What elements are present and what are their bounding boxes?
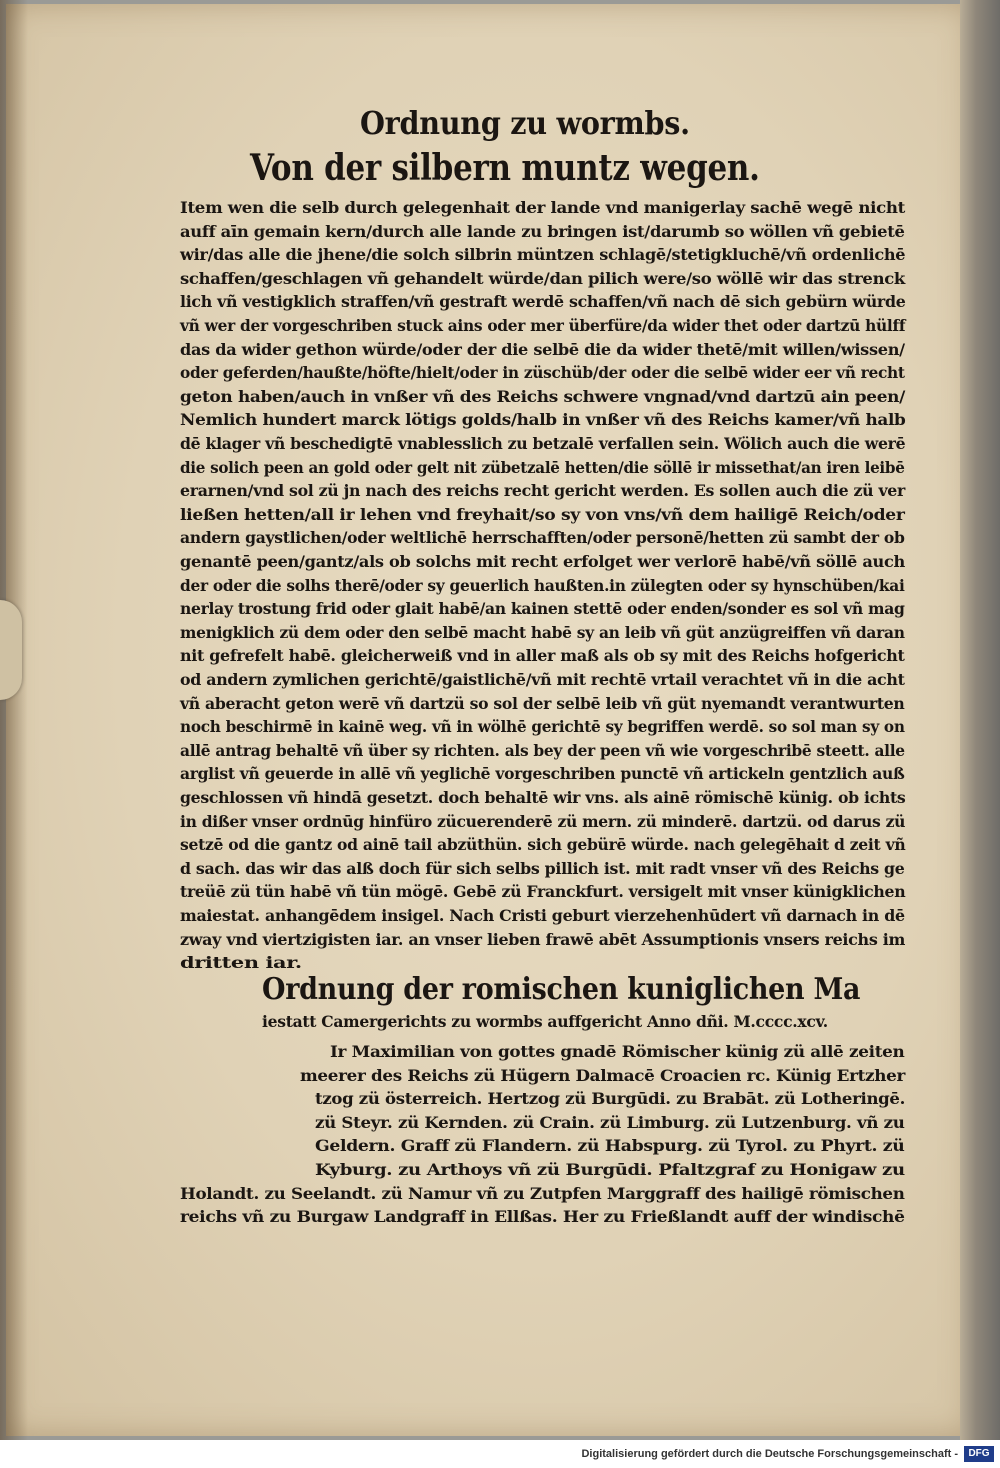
text-line: Nemlich hundert marck lötigs golds/halb in vnßer vñ des Reichs kamer/vñ halb (180, 410, 906, 430)
text-line: Ir Maximilian von gottes gnadē Römischer künig zü allē zeiten (330, 1042, 905, 1061)
text-line: die solich peen an gold oder gelt nit zübetzalē hetten/die söllē ir missethat/an iren leibē (180, 457, 905, 477)
text-line: nit gefrefelt habē. gleicherweiß vnd in aller maß als ob sy mit des Reichs hofgericht (180, 646, 905, 666)
heading-camergericht: Ordnung der romischen kuniglichen Ma (262, 972, 861, 1007)
dfg-logo: DFG (964, 1446, 994, 1462)
text-line: das da wider gethon würde/oder der die selbē die da wider thetē/mit willen/wissen/ (180, 339, 905, 359)
text-line: geton haben/auch in vnßer vñ des Reichs schwere vngnad/vnd dartzū ain peen/ (180, 386, 905, 406)
text-line: Kyburg. zu Arthoys vñ zü Burgūdi. Pfaltzgraf zu Honigaw zu (315, 1160, 905, 1179)
text-line: allē antrag behaltē vñ über sy richten. als bey der peen vñ wie vorgeschribē steett. alle (180, 740, 905, 760)
text-line: menigklich zü dem oder den selbē macht habē sy an leib vñ güt anzügreiffen vñ daran (180, 622, 905, 642)
text-line: erarnen/vnd sol zü jn nach des reichs recht gericht werden. Es sollen auch die zü ver (180, 481, 906, 501)
heading-silbern-muntz: Von der silbern muntz wegen. (250, 147, 760, 189)
page-edge (960, 0, 1000, 1440)
binding-shadow (0, 0, 28, 1440)
text-line: zü Steyr. zü Kernden. zü Crain. zü Limburg. zü Lutzenburg. vñ zu (315, 1112, 905, 1132)
heading-camergericht-continued: iestatt Camergerichts zu wormbs auffgericht Anno dñi. M.cccc.xcv. (262, 1012, 828, 1031)
text-line: arglist vñ geuerde in allē vñ yeglichē vorgeschriben punctē vñ artickeln gentzlich auß (180, 764, 905, 784)
text-line: nerlay trostung frid oder glait habē/an kainen stettē oder enden/sonder es sol vñ mag (180, 599, 905, 619)
text-line: d sach. das wir das alß doch für sich selbs pillich ist. mit radt vnser vñ des Reichs ge (180, 858, 905, 878)
text-line: treüē zü tün habē vñ tün mögē. Gebē zü Franckfurt. versigelt mit vnser künigklichen (180, 882, 906, 902)
text-line: maiestat. anhangēdem insigel. Nach Cristi geburt vierzehenhūdert vñ darnach in dē (180, 906, 905, 925)
text-line: schaffen/geschlagen vñ gehandelt würde/dan pilich were/so wöllē wir das strenck (180, 268, 905, 288)
text-line: geschlossen vñ hindā gesetzt. doch behaltē wir vns. als ainē römischē künig. ob ichts (180, 788, 906, 807)
text-line: der oder die solhs therē/oder sy geuerlich haußten.in zülegten oder sy hynschüben/kai (180, 575, 905, 595)
text-line: setzē od die gantz od ainē tail abzüthün. sich gebürē würde. nach gelegēhait d zeit vñ (180, 835, 906, 855)
text-line: oder geferden/haußte/höfte/hielt/oder in züschüb/der oder die selbē wider eer vñ recht (180, 363, 905, 383)
text-line: lich vñ vestigklich straffen/vñ gestraft werdē schaffen/vñ nach dē sich gebürn würde (180, 292, 906, 312)
text-line: reichs vñ zu Burgaw Landgraff in Ellßas. Her zu Frießlandt auff der windischē (180, 1207, 905, 1227)
text-line: vñ wer der vorgeschriben stuck ains oder mer überfüre/da wider thet oder dartzū hülff (180, 316, 906, 335)
text-line: andern gaystlichen/oder weltlichē herrschafften/oder personē/hetten zü sambt der ob (180, 528, 905, 548)
text-line: dē klager vñ beschedigtē vnablesslich zu betzalē verfallen sein. Wölich auch die werē (180, 434, 906, 453)
text-line: genantē peen/gantz/als ob solchs mit recht erfolget wer verlorē habē/vñ söllē auch (180, 552, 906, 571)
text-line: in dißer vnser ordnūg hinfüro zücuerenderē zü mern. zü minderē. dartzü. od darus zü (180, 811, 906, 831)
text-line: Item wen die selb durch gelegenhait der lande vnd manigerlay sachē wegē nicht (180, 198, 906, 217)
text-line: noch beschirmē in kainē weg. vñ in wölhē gerichtē sy begriffen werdē. so sol man sy on (180, 717, 905, 737)
text-line: Geldern. Graff zü Flandern. zü Habspurg. zü Tyrol. zu Phyrt. zü (315, 1136, 905, 1156)
footer-credit: Digitalisierung gefördert durch die Deutsche Forschungsgemeinschaft - (581, 1448, 958, 1460)
text-line: wir/das alle die jhene/die solch silbrin müntzen schlagē/stetigkluchē/vñ ordenlichē (180, 245, 906, 265)
text-line: ließen hetten/all ir lehen vnd freyhait/so sy von vns/vñ dem hailigē Reich/oder (180, 504, 905, 524)
text-line: tzog zü österreich. Hertzog zü Burgūdi. zu Brabāt. zü Lotheringē. (315, 1089, 906, 1109)
text-line: Holandt. zu Seelandt. zü Namur vñ zu Zutpfen Marggraff des hailigē römischen (180, 1183, 905, 1203)
text-line: meerer des Reichs zü Hügern Dalmacē Croacien rc. Künig Ertzher (300, 1065, 905, 1085)
text-line: od andern zymlichen gerichtē/gaistlichē/vñ mit rechtē vrtail verachtet vñ in die acht (180, 670, 905, 689)
text-line: vñ aberacht geton werē vñ dartzü so sol der selbē leib vñ güt nyemandt verantwurten (180, 693, 905, 713)
text-line: zway vnd viertzigisten iar. an vnser lieben frawē abēt Assumptionis vnsers reichs im (180, 929, 906, 949)
heading-ordnung: Ordnung zu wormbs. (360, 104, 690, 142)
text-line: dritten iar. (180, 953, 302, 973)
page-tab-nick (0, 600, 22, 700)
text-line: auff aīn gemain kern/durch alle lande zu bringen ist/darumb so wöllen vñ gebietē (180, 221, 905, 241)
